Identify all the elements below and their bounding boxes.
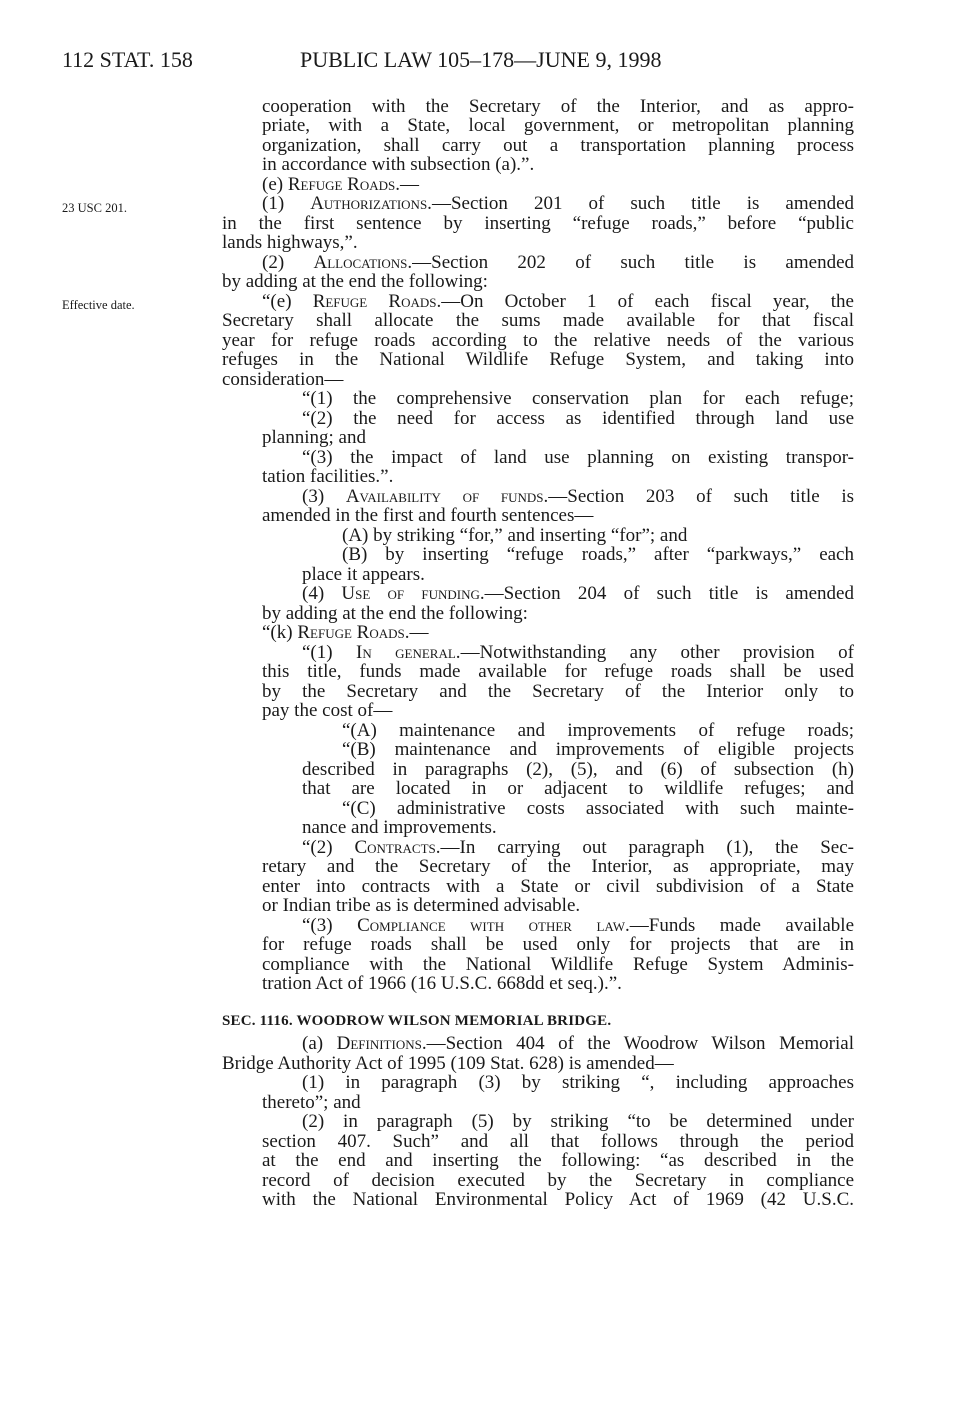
text-line: Bridge Authority Act of 1995 (109 Stat. 628) is amended— (222, 1053, 674, 1074)
text-line: “(A) maintenance and improvements of refuge roads; (342, 720, 854, 741)
paragraph-use-of-funding: (4) Use of funding.—Section 204 of such title is amended (302, 583, 854, 604)
text-line: “(B) maintenance and improvements of eligible projects (342, 739, 854, 760)
text-line: enter into contracts with a State or civil subdivision of a State (262, 876, 854, 897)
text-line: with the National Environmental Policy Act of 1969 (42 U.S.C. (262, 1189, 854, 1210)
text-line: “(C) administrative costs associated with such mainte- (342, 798, 854, 819)
page-number-header: 112 STAT. 158 (62, 47, 193, 72)
paragraph-compliance-with-other-law: “(3) Compliance with other law.—Funds made available (302, 915, 855, 936)
paragraph-allocations: (2) Allocations.—Section 202 of such title is amended (262, 252, 854, 273)
text-line: priate, with a State, local government, or metropolitan planning (262, 115, 854, 136)
public-law-header: PUBLIC LAW 105–178—JUNE 9, 1998 (300, 47, 662, 72)
text-line: refuges in the National Wildlife Refuge System, and taking into (222, 349, 854, 370)
text-line: “(2) the need for access as identified through land use (302, 408, 854, 429)
text-line: described in paragraphs (2), (5), and (6) of subsection (h) (302, 759, 854, 780)
text-line: year for refuge roads according to the relative needs of the various (222, 330, 854, 351)
subsection-heading-refuge-roads: (e) Refuge Roads.— (262, 174, 419, 195)
paragraph-authorizations: (1) Authorizations.—Section 201 of such title is amended (262, 193, 855, 214)
text-line: amended in the first and fourth sentences— (262, 505, 594, 526)
text-line: this title, funds made available for refuge roads shall be used (262, 661, 854, 682)
text-line: (1) in paragraph (3) by striking “, including approaches (302, 1072, 854, 1093)
text-line: place it appears. (302, 564, 425, 585)
margin-note-effective-date: Effective date. (62, 298, 135, 312)
text-line: “(3) the impact of land use planning on existing transpor- (302, 447, 854, 468)
text-line: Secretary shall allocate the sums made available for that fiscal (222, 310, 854, 331)
text-line: by adding at the end the following: (222, 271, 488, 292)
margin-note-usc: 23 USC 201. (62, 201, 127, 215)
text-line: organization, shall carry out a transportation planning process (262, 135, 854, 156)
text-line: pay the cost of— (262, 700, 393, 721)
paragraph-availability-of-funds: (3) Availability of funds.—Section 203 of such title is (302, 486, 854, 507)
text-line: for refuge roads shall be used only for projects that are in (262, 934, 854, 955)
section-heading-1116: SEC. 1116. WOODROW WILSON MEMORIAL BRIDGE. (222, 1013, 612, 1029)
text-line: by the Secretary and the Secretary of the Interior only to (262, 681, 854, 702)
text-line: tation facilities.”. (262, 466, 394, 487)
text-line: at the end and inserting the following: “as described in the (262, 1150, 854, 1171)
text-line: section 407. Such” and all that follows through the period (262, 1131, 854, 1152)
text-line: (B) by inserting “refuge roads,” after “parkways,” each (342, 544, 854, 565)
text-line: thereto”; and (262, 1092, 361, 1113)
paragraph-in-general: “(1) In general.—Notwithstanding any other provision of (302, 642, 854, 663)
text-line: in accordance with subsection (a).”. (262, 154, 535, 175)
text-line: (A) by striking “for,” and inserting “for”; and (342, 525, 688, 546)
text-line: “(1) the comprehensive conservation plan for each refuge; (302, 388, 854, 409)
text-line: lands highways,”. (222, 232, 358, 253)
text-line: consideration— (222, 369, 344, 390)
text-line: nance and improvements. (302, 817, 497, 838)
text-line: (2) in paragraph (5) by striking “to be determined under (302, 1111, 854, 1132)
text-line: compliance with the National Wildlife Refuge System Adminis- (262, 954, 854, 975)
text-line: tration Act of 1966 (16 U.S.C. 668dd et seq.).”. (262, 973, 622, 994)
text-line: in the first sentence by inserting “refuge roads,” before “public (222, 213, 854, 234)
text-line: by adding at the end the following: (262, 603, 528, 624)
subsection-definitions: (a) Definitions.—Section 404 of the Woodrow Wilson Memorial (302, 1033, 854, 1054)
text-line: cooperation with the Secretary of the Interior, and as appro- (262, 96, 854, 117)
text-line: record of decision executed by the Secretary in compliance (262, 1170, 854, 1191)
text-line: retary and the Secretary of the Interior, as appropriate, may (262, 856, 854, 877)
text-line: that are located in or adjacent to wildlife refuges; and (302, 778, 854, 799)
text-line: or Indian tribe as is determined advisable. (262, 895, 581, 916)
text-line: planning; and (262, 427, 366, 448)
paragraph-contracts: “(2) Contracts.—In carrying out paragraph (1), the Sec- (302, 837, 854, 858)
subsection-refuge-roads-quoted: “(e) Refuge Roads.—On October 1 of each fiscal year, the (262, 291, 854, 312)
subsection-k-refuge-roads: “(k) Refuge Roads.— (262, 622, 429, 643)
